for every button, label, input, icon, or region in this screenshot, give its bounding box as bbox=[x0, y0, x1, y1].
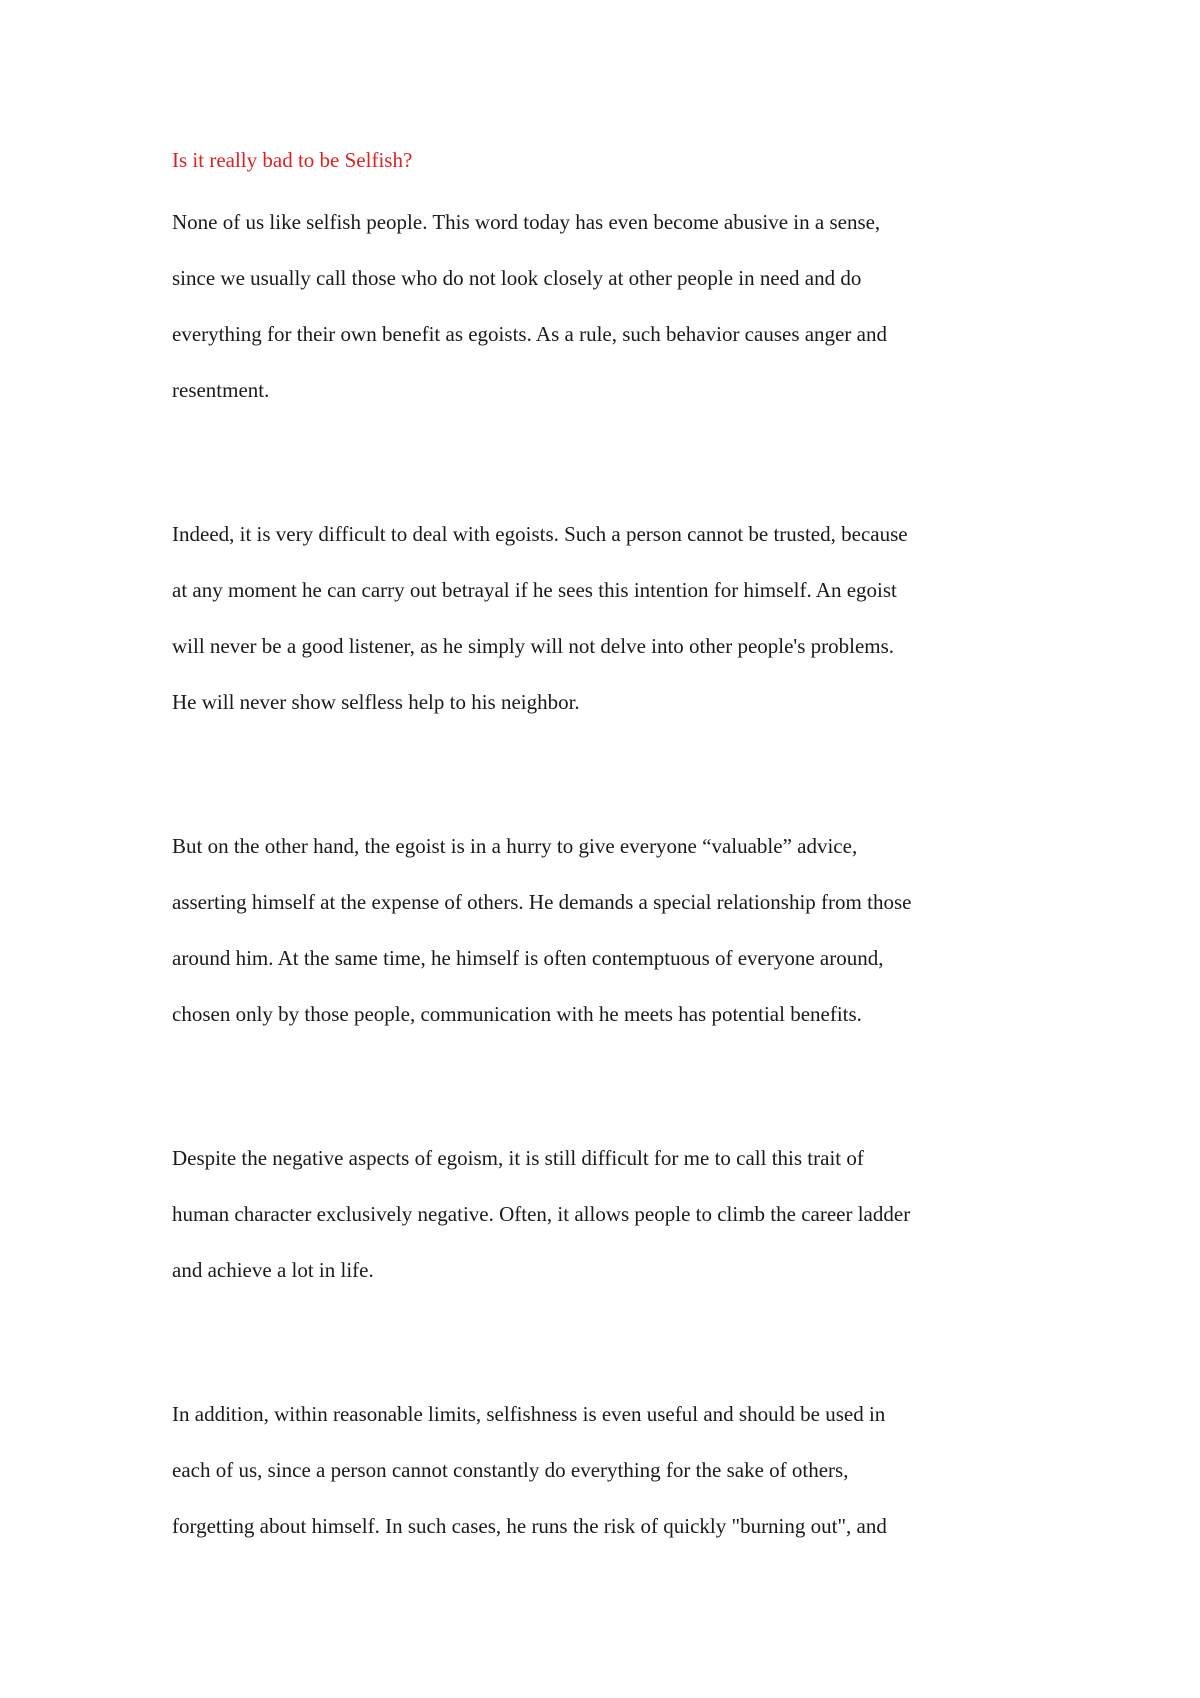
text-line: asserting himself at the expense of others. He demands a special relationship from those bbox=[172, 890, 912, 914]
text-line: None of us like selfish people. This word today has even become abusive in a sense, bbox=[172, 210, 881, 234]
text-line: at any moment he can carry out betrayal if he sees this intention for himself. An egoist bbox=[172, 578, 897, 602]
document-title: Is it really bad to be Selfish? bbox=[172, 148, 413, 172]
paragraph-3 bbox=[172, 818, 1032, 1042]
text-line: Despite the negative aspects of egoism, it is still difficult for me to call this trait of bbox=[172, 1146, 864, 1170]
text-line: and achieve a lot in life. bbox=[172, 1258, 374, 1282]
text-line: He will never show selfless help to his neighbor. bbox=[172, 690, 580, 714]
text-line: everything for their own benefit as egoists. As a rule, such behavior causes anger and bbox=[172, 322, 887, 346]
text-line: But on the other hand, the egoist is in a hurry to give everyone “valuable” advice, bbox=[172, 834, 858, 858]
text-line: human character exclusively negative. Often, it allows people to climb the career ladder bbox=[172, 1202, 911, 1226]
document-body bbox=[172, 142, 1032, 1642]
text-line: will never be a good listener, as he simply will not delve into other people's problems. bbox=[172, 634, 895, 658]
text-line: around him. At the same time, he himself is often contemptuous of everyone around, bbox=[172, 946, 884, 970]
text-line: each of us, since a person cannot constantly do everything for the sake of others, bbox=[172, 1458, 849, 1482]
text-line: chosen only by those people, communication with he meets has potential benefits. bbox=[172, 1002, 862, 1026]
text-line: resentment. bbox=[172, 378, 270, 402]
text-line: forgetting about himself. In such cases, he runs the risk of quickly "burning out", and bbox=[172, 1514, 887, 1538]
text-line: Indeed, it is very difficult to deal with egoists. Such a person cannot be trusted, because bbox=[172, 522, 908, 546]
paragraph-5 bbox=[172, 1386, 1032, 1554]
paragraph-2 bbox=[172, 506, 1032, 730]
paragraph-1 bbox=[172, 194, 1032, 418]
text-line: In addition, within reasonable limits, selfishness is even useful and should be used in bbox=[172, 1402, 886, 1426]
text-line: since we usually call those who do not look closely at other people in need and do bbox=[172, 266, 862, 290]
paragraph-4 bbox=[172, 1130, 1032, 1298]
